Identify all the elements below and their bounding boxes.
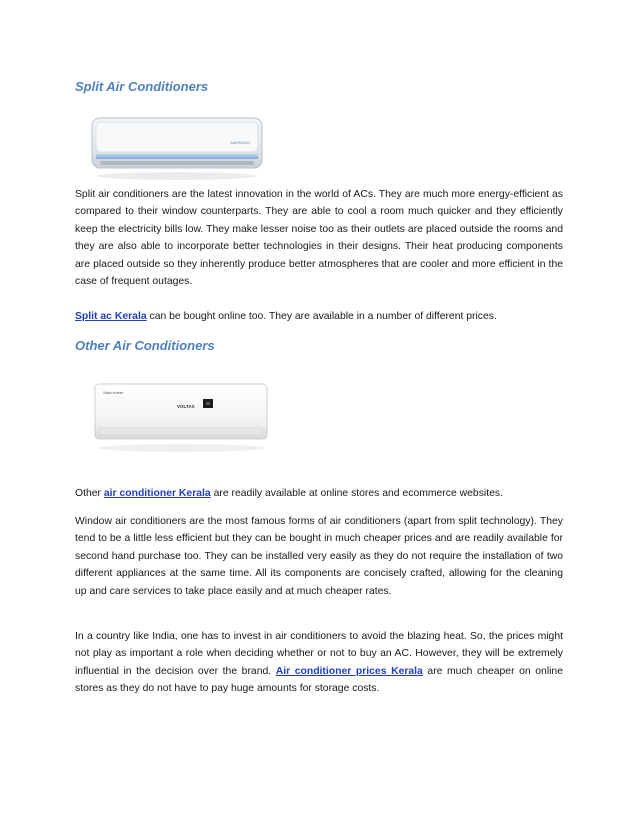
- india-prices-text: In a country like India, one has to invest in air conditioners to avoid the blazing heat. So, the prices might not play as important a role when deciding whether or not to buy an AC. However, they will be extremely influential in the decision over the brand.: [75, 631, 563, 677]
- air-conditioner-kerala-link[interactable]: air conditioner Kerala: [103, 488, 211, 499]
- other-ac-badge-text: Voltas Inverter: [103, 391, 124, 395]
- ac-prices-kerala-link[interactable]: Air conditioner prices Kerala: [275, 665, 423, 677]
- split-ac-online-paragraph: [75, 308, 563, 325]
- window-ac-paragraph: Window air conditioners are the most famous forms of air conditioners (apart from split technology). They tend to be a little less efficient but they can be bought in much cheaper prices and are readily available for second hand purchase too. They can be installed very easily as they do not require the installation of two different appliances at the same time. All its components are concisely crafted, allowing for the cleaning up and care services to take place easily and at much cheaper rates.: [75, 516, 563, 597]
- split-ac-online-text: can be bought online too. They are available in a number of different prices.: [146, 311, 497, 322]
- other-ac-image: [85, 372, 280, 460]
- split-ac-illustration: [80, 110, 280, 185]
- india-prices-end-text: are much cheaper on online stores as they do not have to pay huge amounts for storage costs.: [75, 665, 563, 695]
- india-prices-paragraph: [75, 628, 563, 698]
- other-ac-illustration: [85, 372, 280, 460]
- other-ac-online-text: are readily available at online stores and ecommerce websites.: [210, 488, 503, 499]
- other-ac-intro-text: Other: [75, 488, 104, 499]
- split-ac-heading: Split Air Conditioners: [75, 79, 209, 94]
- other-ac-online-paragraph: [75, 485, 563, 502]
- other-ac-brand-text: VOLTAS: [177, 404, 195, 409]
- split-ac-brand-text: SAMSUNG: [230, 140, 251, 145]
- other-ac-heading: Other Air Conditioners: [75, 338, 215, 353]
- split-ac-image: [80, 110, 280, 185]
- split-ac-kerala-link[interactable]: Split ac Kerala: [75, 311, 147, 322]
- split-ac-paragraph: Split air conditioners are the latest innovation in the world of ACs. They are much more energy-efficient as compared to their window counterparts. They are able to cool a room much quicker and they efficiently keep the electricity bills low. They make lesser noise too as their outlets are placed outside the rooms and they are also able to incorporate better technologies in their designs. Their heat producing components are placed outside so they inherently produce better atmospheres that are cooler and more efficient in the case of frequent outages.: [75, 189, 563, 288]
